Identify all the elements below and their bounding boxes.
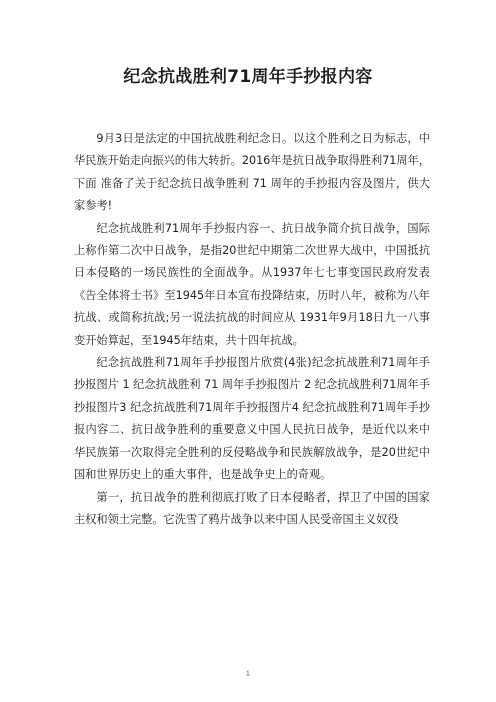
paragraph-images-and-significance: 纪念抗战胜利71周年手抄报图片欣赏(4张)纪念抗战胜利71周年手抄报图片 1 纪念抗战胜利 71 周年手抄报图片 2 纪念抗战胜利71周年手抄报图片3 纪念抗战胜利71周年手抄报图片4 纪念抗战胜利71周年手抄报内容二、抗日战争胜利的重要意义中国人民抗日战争，是近代以来中华民族第一次取得完全胜利的反侵略战争和民族解放战争，是20世纪中国和世界历史上的重大事件，也是战争史上的奇观。	[74, 356, 430, 482]
document-body	[74, 128, 430, 531]
paragraph-war-overview: 纪念抗战胜利71周年手抄报内容一、抗日战争简介抗日战争，国际上称作第二次中日战争，是指20世纪中期第二次世界大战中，中国抵抗日本侵略的一场民族性的全面战争。从1937年七七事变国民政府发表《告全体将士书》至1945年日本宣布投降结束，历时八年，被称为八年抗战、或简称抗战;另一说法抗战的时间应从 1931年9月18日九一八事变开始算起，至1945年结束，共十四年抗战。	[74, 221, 430, 347]
paragraph-first-point: 第一，抗日战争的胜利彻底打败了日本侵略者，捍卫了中国的国家主权和领土完整。它洗雪了鸦片战争以来中国人民受帝国主义奴役	[74, 490, 430, 526]
page-number: 1	[245, 670, 251, 678]
document-title: 纪念抗战胜利71周年手抄报内容	[123, 67, 373, 87]
paragraph-intro: 9月3日是法定的中国抗战胜利纪念日。以这个胜利之日为标志，中华民族开始走向振兴的伟大转折。2016年是抗日战争取得胜利71周年，下面 准备了关于纪念抗日战争胜利 71 周年的手抄报内容及图片，供大家参考!	[74, 132, 430, 213]
